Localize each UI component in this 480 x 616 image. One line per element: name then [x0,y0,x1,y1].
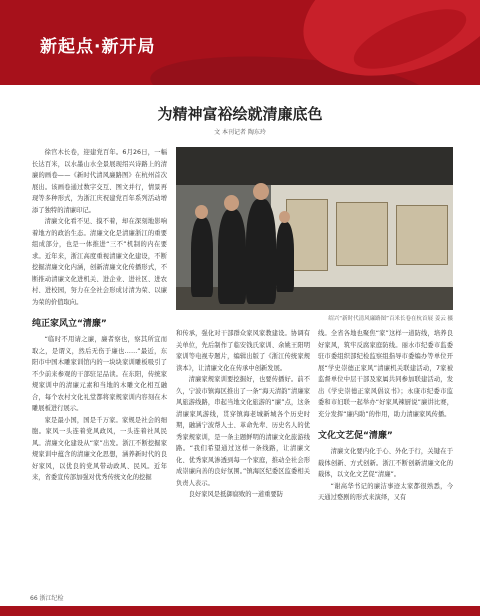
paragraph: 清廉文化要内化于心、外化于行，关键在于载体创新、方式创新。浙江不断创新清廉文化的载体，以文化文艺促“清廉”。 [318,448,453,478]
column-2 [176,328,310,501]
footer-bar [0,606,480,616]
paragraph: 和传承，强化对干部群众家风家教建设。协调有关单位，先后制作了临安钱氏家训、余姚王阳明家训等电视专题片，编辑出版了《浙江传统家规读本》，让清廉文化在传承中创新发展。 [176,330,310,372]
visitor-figure [218,209,246,304]
scroll-panel [336,202,388,266]
exhibition-photo [176,147,453,310]
visitor-head [253,183,269,200]
visitor-head [195,205,208,219]
visitor-head [224,195,239,211]
section-heading: 文化文艺促“清廉” [318,431,393,441]
paragraph: 良好家风是抵御腐败的一道重要防 [188,491,284,498]
photo-ceiling [176,147,453,185]
paragraph: “谢高华书记的廉洁事迹太家都很熟悉，今天通过婺剧的形式来演绎，又有 [318,482,453,501]
article-title: 为精神富裕绘就清廉底色 [157,105,323,123]
section-heading: 纯正家风立“清廉” [32,319,107,329]
visitor-figure [276,222,294,292]
section-title: 新起点·新开局 [40,37,156,57]
byline: 文 本刊记者 陶东玲 [214,129,266,136]
page-number: 66 浙江纪检 [30,595,64,602]
paragraph: 清廉文化看不见、摸不着，却在深刻地影响着地方的政治生态。清廉文化是清廉浙江的重要组成部分，也是一体推进“三不”机制的内在要求。近年来，浙江高度重视清廉文化建设，不断挖掘清廉文化内涵，创新清廉文化传播形式，不断推动清廉文化进机关、进企业、进社区、进农村、进校园，努力在全社会形成讨清为荣、以廉为荣的价值取向。 [32,218,167,306]
section-banner [0,0,480,85]
visitor-figure [246,199,276,304]
paragraph: 徐官木长卷，迎建党百年。6月26日，一幅长达百米，以水墨山水全景展现绍兴诗路上的清廉的画卷——《新时代清风廉路图》在杭州首次展出。该画卷通过数字交互、图文并行，情景再现等多种形式，为浙江庆祝建党百年系列活动增添了独特的清廉印记。 [32,149,167,214]
paragraph: 清廉家规家训要挖掘好，也要传播好。前不久，宁波市镇海区推出了一条“海天清韵”清廉家风旅游线路，串起当地文化旅游的“廉”点，这条清廉家风游线，贯穿镇海老城新城各个历史时期，融涵宁波帮人士、革命先辈、历史名人的优秀家规家训，是一条主题鲜明的清廉文化旅游线路。“我们希望通过这样一条线路，让清廉文化、优秀家风渗透到每一个家庭，推动全社会形成崇廉向善的良好氛围。”镇海区纪委区监委相关负责人表示。 [176,376,310,487]
column-1 [32,147,167,484]
photo-caption: 绍兴“新时代清风廉路图”百米长卷在杭首展 姜云 摄 [328,316,453,322]
paragraph: 线。全省各地也聚焦“家”这样一道防线，培养良好家风，筑牢反腐家庭防线。丽水市纪委市监委驻市委组织部纪检监察组指导市委编办等单位开展“学史崇德正家风”清廉机关联建活动，7家被监督单位中层干部及家属共同参加联建活动，发出《学史崇德正家风倡议书》；永康市纪委市监委和市妇联一起举办“好家风辣厨说”廉讲比赛，充分发挥“廉内助”的作用，助力清廉家风传播。 [318,330,453,418]
scroll-panel [396,205,448,265]
visitor-figure [191,217,213,297]
visitor-head [279,211,290,223]
paragraph: “临时不用请之廉，廉者察也，察其所宜而取之，是谓义，然后无伤于廉也……”最近，东阳市中国木雕家训馆内的一块块家训雕板吸引了不少前来参观的干部驻足品读。在东阳，传统家规家训中的清廉元素和当地的木雕文化相互融合，每个农村文化礼堂都将家规家训内容刻在木雕展板进行展示。 [32,336,167,412]
paragraph: 家是最小国，国是千万家。家规是社会的细胞。家风一头连着党风政风，一头连着社风民风。清廉文化建设从“家”出发。浙江不断挖掘家规家训中蕴含的清廉文化思想，涵养新时代的良好家风，以优良的党风带动政风、民风。近年来，省委宣传部加强对优秀传统文化的挖掘 [32,416,167,481]
column-3 [318,328,453,504]
